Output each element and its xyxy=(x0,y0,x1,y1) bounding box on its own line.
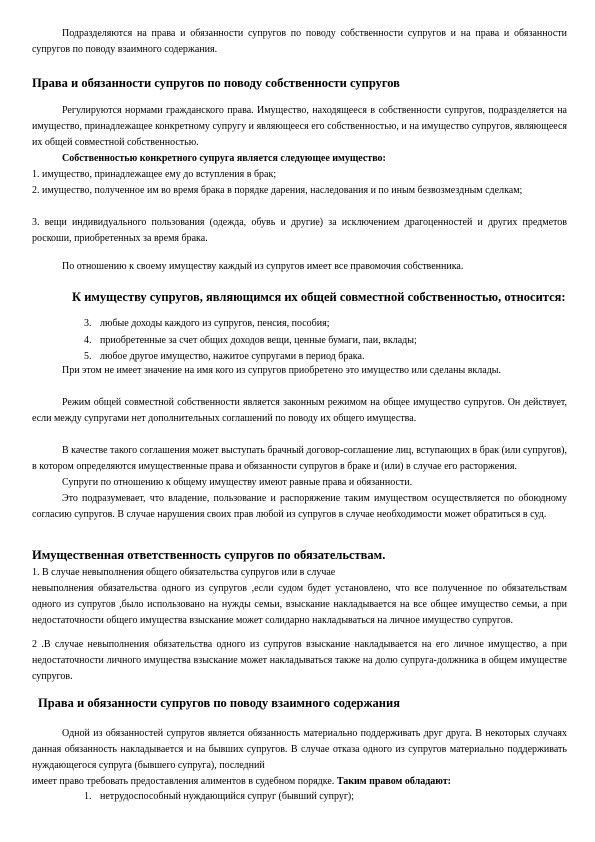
maintenance-item-text: нетрудоспособный нуждающийся супруг (бывший супруг); xyxy=(100,791,355,802)
consent-paragraph: Это подразумевает, что владение, пользование и распоряжение таким имуществом осуществляется по обоюдному согласию супругов. В случае нарушения своих прав любой из супругов в случае необходимости может обратиться в суд. xyxy=(32,493,567,520)
maintenance-paragraph: Одной из обязанностей супругов является обязанность материально поддерживать друг друга. В некоторых случаях данная обязанность накладывается и на бывших супругов. В случае отказа одного из супругов материально поддерживать нуждающегося супруга (бывшего супруга), последний xyxy=(32,728,567,771)
section-heading-liability: Имущественная ответственность супругов по обязательствам. xyxy=(32,548,386,562)
maintenance-item xyxy=(84,790,354,804)
joint-property-item xyxy=(84,317,329,331)
liability-paragraph-2: 2 .В случае невыполнения обязательства одного из супругов взыскание накладывается на его личное имущество, а при недостаточности личного имущества взыскание может накладываться также на долю супруга-должника в общем имуществе супругов. xyxy=(32,639,567,682)
intro-paragraph: Подразделяются на права и обязанности супругов по поводу собственности супругов и на права и обязанности супругов по поводу взаимного содержания. xyxy=(32,28,567,55)
owner-rights-paragraph: По отношению к своему имуществу каждый из супругов имеет все правомочия собственника. xyxy=(62,261,464,272)
liability-line-1: 1. В случае невыполнения общего обязательства супругов или в случае xyxy=(32,567,336,578)
joint-property-item-number: 5. xyxy=(84,351,92,362)
joint-property-item xyxy=(84,334,417,348)
alimony-text: имеет право требовать предоставления алиментов в судебном порядке. xyxy=(32,776,337,787)
joint-property-item xyxy=(84,350,364,364)
personal-property-item-1: 1. имущество, принадлежащее ему до вступления в брак; xyxy=(32,169,277,180)
legal-regime-paragraph: Режим общей совместной собственности является законным режимом на общее имущество супругов. Он действует, если между супругами нет дополнительных соглашений по поводу их общего имущества. xyxy=(32,397,567,424)
personal-property-item-3: 3. вещи индивидуального пользования (одежда, обувь и другие) за исключением драгоценностей и других предметов роскоши, приобретенных за время брака. xyxy=(32,217,567,244)
alimony-paragraph xyxy=(32,774,567,790)
liability-paragraph-1: невыполнения обязательства одного из супругов ,если судом будет установлено, что все полученное по обязательствам одного из супругов ,было использовано на нужды семьи, взыскание накладывается на все общее имущество семьи, а при недостаточности общего имущества взыскание может солидарно накладываться на личное имущество супругов. xyxy=(32,583,567,626)
acquisition-name-paragraph: При этом не имеет значение на имя кого из супругов приобретено это имущество или сделаны вклады. xyxy=(62,365,502,376)
joint-property-item-text: любые доходы каждого из супругов, пенсия, пособия; xyxy=(100,318,330,329)
joint-property-item-number: 3. xyxy=(84,318,92,329)
personal-property-heading: Собственностью конкретного супруга является следующее имущество: xyxy=(62,153,386,164)
section-heading-maintenance: Права и обязанности супругов по поводу взаимного содержания xyxy=(38,696,400,710)
joint-property-item-text: приобретенные за счет общих доходов вещи, ценные бумаги, паи, вклады; xyxy=(100,335,417,346)
alimony-bold-text: Таким правом обладают: xyxy=(336,776,452,787)
equal-rights-paragraph: Супруги по отношению к общему имуществу имеют равные права и обязанности. xyxy=(62,477,413,488)
marriage-contract-paragraph: В качестве такого соглашения может выступать брачный договор-соглашение лиц, вступающих в брак (или супругов), в котором определяются имущественные права и обязанности супругов в браке и (или) в случае его расторжения. xyxy=(32,445,567,472)
joint-property-item-text: любое другое имущество, нажитое супругами в период брака. xyxy=(100,351,365,362)
property-paragraph: Регулируются нормами гражданского права. Имущество, находящееся в собственности супругов, подразделяется на имущество, принадлежащее конкретному супругу и являющееся его собственностью, и на имущество супругов, являющееся их общей совместной собственностью. xyxy=(32,105,567,148)
joint-property-item-number: 4. xyxy=(84,335,92,346)
section-heading-joint-property: К имуществу супругов, являющимся их общей совместной собственностью, относится: xyxy=(72,290,566,304)
personal-property-item-2: 2. имущество, полученное им во время брака в порядке дарения, наследования и по иным безвозмездным сделкам; xyxy=(32,185,523,196)
section-heading-property: Права и обязанности супругов по поводу собственности супругов xyxy=(32,76,400,90)
maintenance-item-number: 1. xyxy=(84,791,92,802)
